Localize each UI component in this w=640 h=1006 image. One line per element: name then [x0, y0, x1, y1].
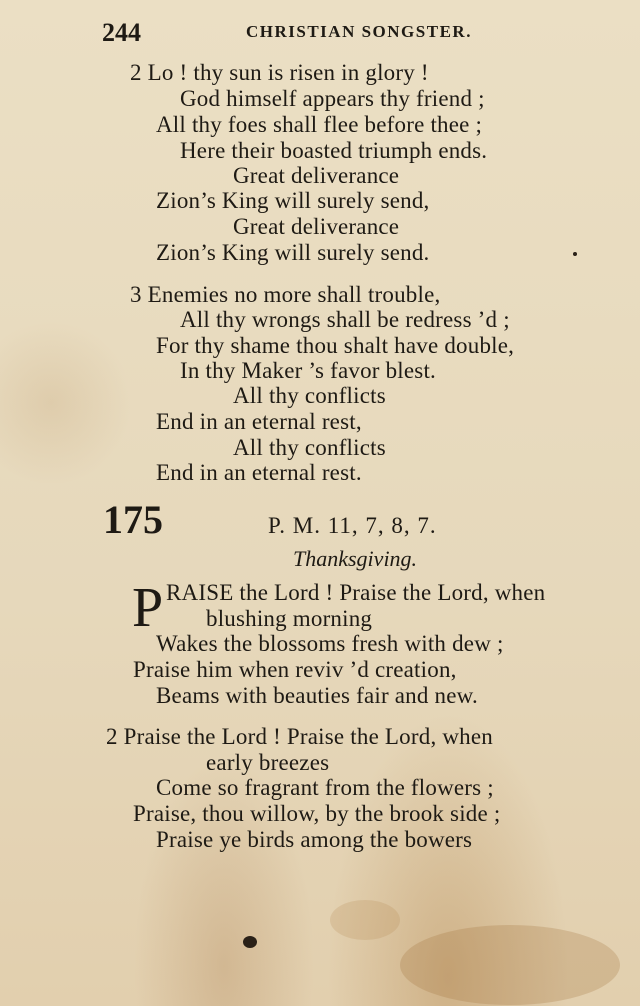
- verse-line: Zion’s King will surely send.: [156, 240, 430, 265]
- page-stain: [400, 925, 620, 1005]
- verse-line: Beams with beauties fair and new.: [156, 683, 478, 708]
- ink-blot: [243, 936, 257, 948]
- verse-line: Here their boasted triumph ends.: [180, 138, 488, 163]
- verse-line: blushing morning: [206, 606, 373, 631]
- verse-line: All thy conflicts: [233, 383, 386, 408]
- verse-line: Praise, thou willow, by the brook side ;: [133, 801, 501, 826]
- verse-line: For thy shame thou shalt have double,: [156, 333, 515, 358]
- verse-line: All thy conflicts: [233, 435, 386, 460]
- verse-line: RAISE the Lord ! Praise the Lord, when: [166, 580, 546, 605]
- verse-line: Great deliverance: [233, 163, 400, 188]
- verse-line: In thy Maker ’s favor blest.: [180, 358, 436, 383]
- ink-speck: [573, 252, 577, 256]
- hymn-title: Thanksgiving.: [293, 546, 418, 571]
- running-title: CHRISTIAN SONGSTER.: [246, 22, 472, 41]
- verse-line: All thy wrongs shall be redress ’d ;: [180, 307, 510, 332]
- verse-line: 2 Praise the Lord ! Praise the Lord, when: [106, 724, 493, 749]
- verse-line: All thy foes shall flee before thee ;: [156, 112, 483, 137]
- verse-line: God himself appears thy friend ;: [180, 86, 485, 111]
- hymn-number: 175: [103, 497, 163, 542]
- verse-line: early breezes: [206, 750, 330, 775]
- verse-line: End in an eternal rest.: [156, 460, 362, 485]
- drop-cap: P: [132, 577, 164, 639]
- verse-line: 3 Enemies no more shall trouble,: [130, 282, 441, 307]
- verse-line: Zion’s King will surely send,: [156, 188, 430, 213]
- verse-line: Wakes the blossoms fresh with dew ;: [156, 631, 504, 656]
- verse-line: Come so fragrant from the flowers ;: [156, 775, 494, 800]
- page-stain: [330, 900, 400, 940]
- hymn-meter: P. M. 11, 7, 8, 7.: [268, 513, 437, 538]
- verse-line: Praise him when reviv ’d creation,: [133, 657, 457, 682]
- verse-line: Great deliverance: [233, 214, 400, 239]
- page-number: 244: [102, 18, 141, 47]
- verse-line: Praise ye birds among the bowers: [156, 827, 473, 852]
- verse-line: End in an eternal rest,: [156, 409, 362, 434]
- verse-line: 2 Lo ! thy sun is risen in glory !: [130, 60, 429, 85]
